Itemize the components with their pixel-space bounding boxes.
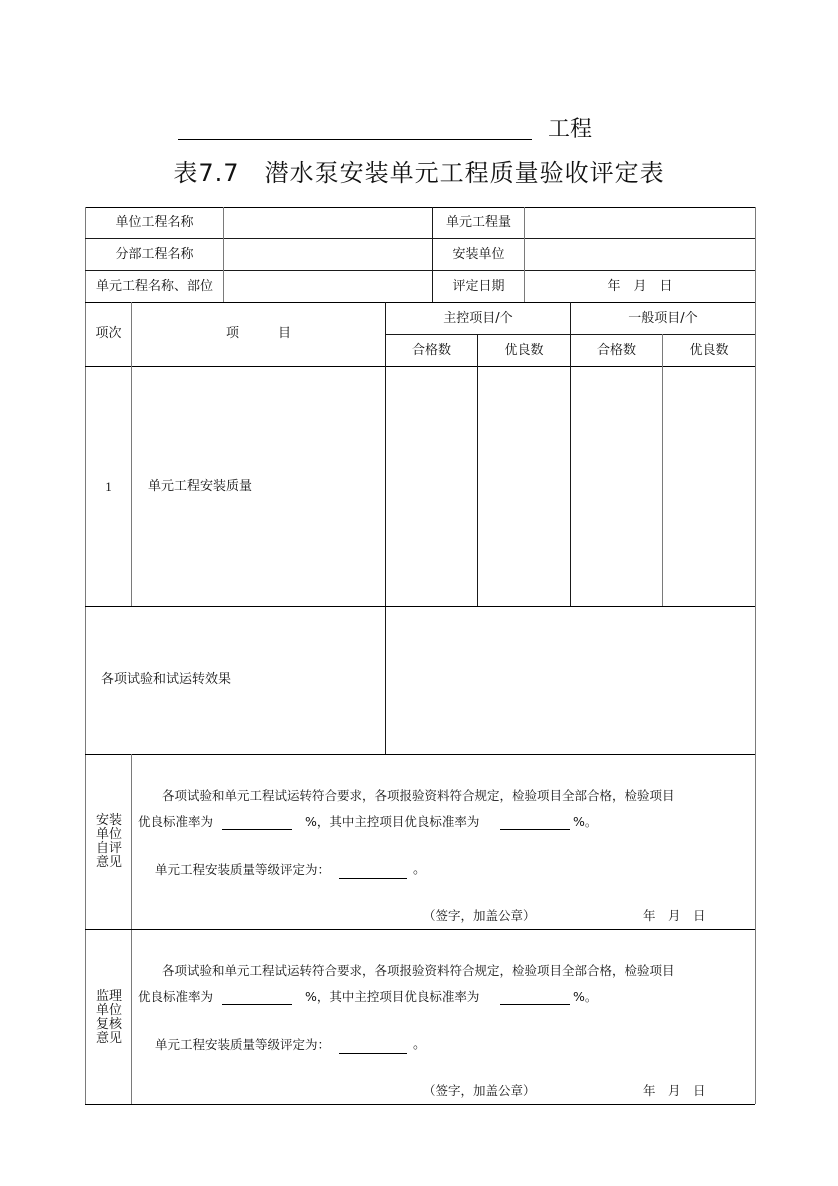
general-items-header: 一般项目/个 [628, 311, 698, 326]
supervisor-eval-label-line: 单位 [95, 1003, 122, 1018]
self-eval-label-line: 单位 [95, 827, 122, 842]
self-eval-label [86, 814, 132, 870]
supervisor-eval-period: 。 [413, 1037, 427, 1052]
installation-unit-label: 安装单位 [452, 247, 505, 262]
supervisor-eval-percent: %。 [573, 989, 598, 1004]
main-qualified-header: 合格数 [411, 343, 451, 358]
supervisor-eval-main-rate-blank[interactable] [500, 1004, 570, 1005]
row-divider [85, 754, 755, 755]
unit-project-location-field[interactable] [224, 271, 432, 302]
self-eval-period: 。 [413, 862, 427, 877]
installation-unit-field[interactable] [525, 239, 755, 270]
general-qualified-cell[interactable] [571, 367, 662, 606]
project-name-blank[interactable] [178, 139, 532, 140]
self-eval-rate-label: 优良标准率为 [138, 814, 214, 829]
unit-project-name-field[interactable] [224, 208, 432, 238]
supervisor-eval-label-line: 意见 [95, 1031, 122, 1046]
project-suffix: 工程 [548, 117, 593, 142]
supervisor-eval-rate-label: 优良标准率为 [138, 989, 214, 1004]
unit-quantity-label: 单元工程量 [445, 215, 511, 230]
self-eval-grade-blank[interactable] [339, 878, 407, 879]
unit-project-location-label: 单元工程名称、部位 [95, 279, 213, 294]
self-eval-date: 年 月 日 [643, 908, 706, 923]
main-excellent-header: 优良数 [504, 343, 544, 358]
self-eval-percent: %。 [573, 814, 598, 829]
evaluation-date-field[interactable]: 年 月 日 [607, 279, 673, 294]
supervisor-eval-grade-blank[interactable] [339, 1053, 407, 1054]
general-excellent-header: 优良数 [689, 343, 729, 358]
self-eval-signature: （签字，加盖公章） [423, 908, 536, 923]
supervisor-eval-label-line: 复核 [95, 1017, 122, 1032]
evaluation-date-label: 评定日期 [452, 279, 505, 294]
test-result-field[interactable] [386, 607, 755, 754]
unit-quantity-field[interactable] [525, 208, 755, 238]
supervisor-eval-grade-label: 单元工程安装质量等级评定为： [155, 1037, 331, 1052]
self-eval-excellent-rate-blank[interactable] [222, 829, 292, 830]
self-eval-label-line: 意见 [95, 855, 122, 870]
supervisor-eval-label [86, 990, 132, 1046]
supervisor-eval-main-rate-label: %，其中主控项目优良标准率为 [305, 989, 480, 1004]
self-eval-label-line: 自评 [95, 841, 122, 856]
main-excellent-cell[interactable] [478, 367, 570, 606]
col-divider [131, 302, 132, 606]
self-eval-main-rate-label: %，其中主控项目优良标准率为 [305, 814, 480, 829]
supervisor-eval-signature: （签字，加盖公章） [423, 1083, 536, 1098]
self-eval-statement: 各项试验和单元工程试运转符合要求，各项报验资料符合规定，检验项目全部合格，检验项目 [162, 788, 675, 803]
table-border-right [755, 207, 756, 1104]
row-divider [85, 302, 755, 303]
item-index: 1 [105, 479, 112, 494]
table-border-bottom [85, 1104, 755, 1105]
test-result-label: 各项试验和试运转效果 [101, 672, 232, 687]
item-header: 项 目 [225, 326, 291, 341]
supervisor-eval-excellent-rate-blank[interactable] [222, 1004, 292, 1005]
item-name: 单元工程安装质量 [148, 479, 253, 494]
self-eval-main-rate-blank[interactable] [500, 829, 570, 830]
page-title: 表7.7 潜水泵安装单元工程质量验收评定表 [173, 159, 665, 187]
row-divider [85, 929, 755, 930]
self-eval-label-line: 安装 [95, 813, 122, 828]
division-project-name-field[interactable] [224, 239, 432, 270]
general-qualified-header: 合格数 [596, 343, 636, 358]
supervisor-eval-date: 年 月 日 [643, 1083, 706, 1098]
index-header: 项次 [95, 326, 122, 341]
main-items-header: 主控项目/个 [443, 311, 513, 326]
main-qualified-cell[interactable] [386, 367, 477, 606]
general-excellent-cell[interactable] [663, 367, 755, 606]
supervisor-eval-label-line: 监理 [95, 989, 122, 1004]
supervisor-eval-statement: 各项试验和单元工程试运转符合要求，各项报验资料符合规定，检验项目全部合格，检验项目 [162, 963, 675, 978]
division-project-name-label: 分部工程名称 [115, 247, 194, 262]
self-eval-grade-label: 单元工程安装质量等级评定为： [155, 862, 331, 877]
unit-project-name-label: 单位工程名称 [115, 215, 194, 230]
